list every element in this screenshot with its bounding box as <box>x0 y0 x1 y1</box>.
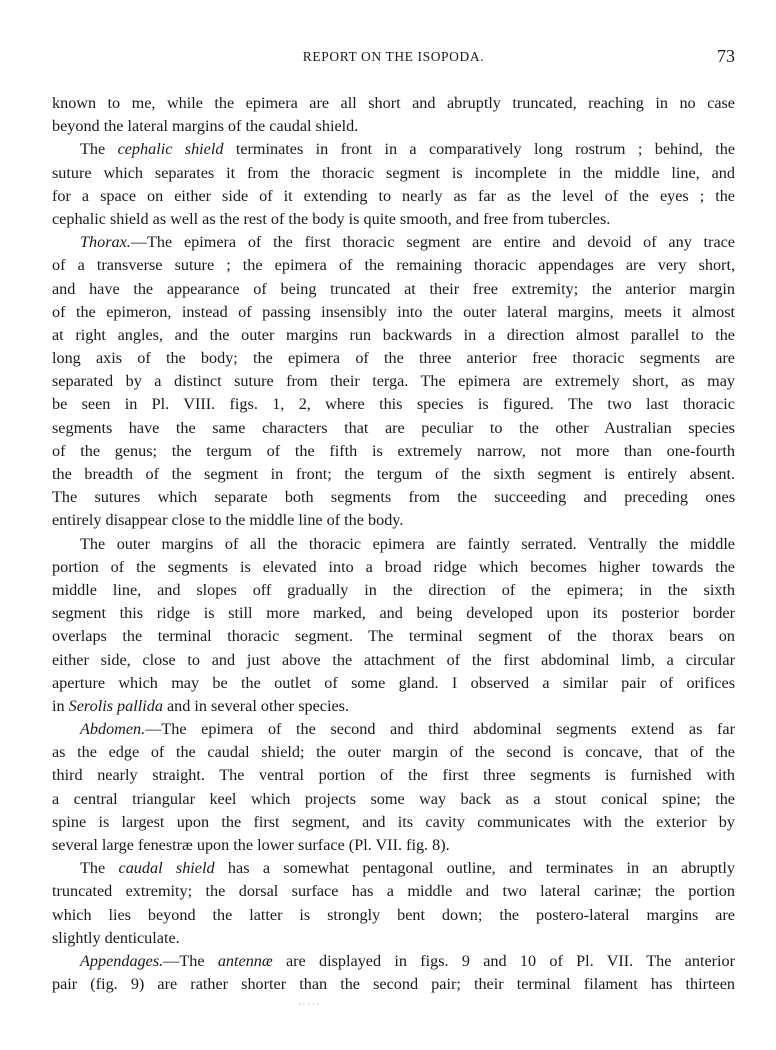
paragraph <box>52 138 735 231</box>
text-line <box>52 927 735 950</box>
paragraph <box>52 533 735 719</box>
print-artifact: ····· <box>298 1000 322 1009</box>
text-run: has a somewhat pentagonal outline, and terminates in an abruptly <box>214 859 735 878</box>
text-line <box>52 208 735 231</box>
text-run: The outer margins of all the thoracic epimera are faintly serrated. Ventrally the middle <box>80 534 735 553</box>
text-line <box>52 811 735 834</box>
text-run: The <box>80 140 118 159</box>
text-line <box>52 533 735 556</box>
text-run: portion of the segments is elevated into a broad ridge which becomes higher towards the <box>52 557 735 576</box>
text-run: overlaps the terminal thoracic segment. The terminal segment of the thorax bears on <box>52 627 735 646</box>
text-run: third nearly straight. The ventral portion of the first three segments is furnished with <box>52 766 735 785</box>
text-run: suture which separates it from the thoracic segment is incomplete in the middle line, and <box>52 163 735 182</box>
running-title: REPORT ON THE ISOPODA. <box>302 49 485 64</box>
text-line <box>52 393 735 416</box>
text-run: the breadth of the segment in front; the tergum of the sixth segment is entirely absent. <box>52 465 735 483</box>
text-run: segment this ridge is still more marked, and being developed upon its posterior border <box>52 604 735 623</box>
text-line <box>52 788 735 811</box>
text-run: —The epimera of the first thoracic segment are entire and devoid of any trace <box>130 233 735 252</box>
text-line <box>52 509 735 532</box>
text-line <box>52 764 735 787</box>
italic-term: Appendages. <box>80 951 164 970</box>
text-line <box>52 625 735 648</box>
text-run: entirely disappear close to the middle line of the body. <box>52 511 404 530</box>
italic-term: Abdomen. <box>80 720 146 739</box>
text-run: —The epimera of the second and third abdominal segments extend as far <box>145 720 735 739</box>
text-run: terminates in front in a comparatively long rostrum ; behind, the <box>223 140 735 159</box>
text-line <box>52 880 735 903</box>
text-line <box>52 185 735 208</box>
italic-term: antennæ <box>217 951 273 970</box>
text-line <box>52 672 735 695</box>
text-run: beyond the lateral margins of the caudal shield. <box>52 117 359 136</box>
text-run: as the edge of the caudal shield; the outer margin of the second is concave, that of the <box>52 743 735 762</box>
paragraph <box>52 950 735 996</box>
text-run: a central triangular keel which projects some way back as a stout conical spine; the <box>52 789 735 808</box>
text-run: and in several other species. <box>162 696 350 715</box>
text-run: separated by a distinct suture from their terga. The epimera are extremely short, as may <box>52 372 735 391</box>
text-run: of the epimeron, instead of passing insensibly into the outer lateral margins, meets it almost <box>52 302 735 321</box>
text-line <box>52 463 735 486</box>
text-line <box>52 904 735 927</box>
text-run: truncated extremity; the dorsal surface has a middle and two lateral carinæ; the portion <box>52 882 735 901</box>
text-line <box>52 417 735 440</box>
text-run: which lies beyond the latter is strongly bent down; the postero-lateral margins are <box>52 905 735 924</box>
text-line <box>52 370 735 393</box>
text-line <box>52 324 735 347</box>
text-run: for a space on either side of it extending to nearly as far as the level of the eyes ; the <box>52 186 735 205</box>
text-line <box>52 486 735 509</box>
page-header <box>52 46 735 70</box>
text-run: spine is largest upon the first segment, and its cavity communicates with the exterior by <box>52 812 735 831</box>
text-run: The <box>80 859 119 878</box>
text-run: middle line, and slopes off gradually in the direction of the epimera; in the sixth <box>52 580 735 599</box>
text-line <box>52 973 735 996</box>
text-run: several large fenestræ upon the lower surface (Pl. VII. fig. 8). <box>52 836 450 854</box>
text-line <box>52 579 735 602</box>
text-run: segments have the same characters that are peculiar to the other Australian species <box>52 418 735 437</box>
text-line <box>52 254 735 277</box>
italic-term: cephalic shield <box>117 140 224 159</box>
paragraph <box>52 92 735 138</box>
text-line <box>52 695 735 718</box>
text-run: be seen in Pl. VIII. figs. 1, 2, where this species is figured. The two last thoracic <box>52 395 735 414</box>
text-run: either side, close to and just above the attachment of the first abdominal limb, a circular <box>52 650 735 669</box>
text-line <box>52 347 735 370</box>
text-run: slightly denticulate. <box>52 928 180 947</box>
text-run: aperture which may be the outlet of some gland. I observed a similar pair of orifices <box>52 673 735 692</box>
text-run: of the genus; the tergum of the fifth is extremely narrow, not more than one-fourth <box>52 441 735 460</box>
text-run: pair (fig. 9) are rather shorter than the second pair; their terminal filament has thirteen <box>52 975 735 994</box>
text-run: in <box>52 696 69 715</box>
text-run: known to me, while the epimera are all short and abruptly truncated, reaching in no case <box>52 94 735 112</box>
text-line <box>52 231 735 254</box>
text-line <box>52 301 735 324</box>
text-line <box>52 602 735 625</box>
text-run: —The <box>163 951 218 970</box>
page-number: 73 <box>717 46 735 66</box>
text-line <box>52 950 735 973</box>
text-run: at right angles, and the outer margins run backwards in a direction almost parallel to the <box>52 325 735 344</box>
text-run: and have the appearance of being truncated at their free extremity; the anterior margin <box>52 279 735 298</box>
text-run: The sutures which separate both segments from the succeeding and preceding ones <box>52 488 735 507</box>
paragraph <box>52 231 735 532</box>
italic-term: Serolis pallida <box>68 696 163 715</box>
text-line <box>52 834 735 857</box>
text-run: of a transverse suture ; the epimera of the remaining thoracic appendages are very short, <box>52 256 735 275</box>
text-line <box>52 741 735 764</box>
text-line <box>52 857 735 880</box>
body-text <box>52 92 735 996</box>
text-line <box>52 556 735 579</box>
text-run: long axis of the body; the epimera of the three anterior free thoracic segments are <box>52 349 735 368</box>
italic-term: Thorax. <box>80 233 131 252</box>
text-line <box>52 718 735 741</box>
italic-term: caudal shield <box>118 859 215 878</box>
paragraph <box>52 718 735 857</box>
text-run: are displayed in figs. 9 and 10 of Pl. VII. The anterior <box>272 951 735 970</box>
text-line <box>52 138 735 161</box>
paragraph <box>52 857 735 950</box>
text-line <box>52 115 735 138</box>
text-run: cephalic shield as well as the rest of the body is quite smooth, and free from tubercles. <box>52 209 611 228</box>
text-line <box>52 278 735 301</box>
text-line <box>52 162 735 185</box>
text-line <box>52 649 735 672</box>
text-line <box>52 92 735 115</box>
text-line <box>52 440 735 463</box>
